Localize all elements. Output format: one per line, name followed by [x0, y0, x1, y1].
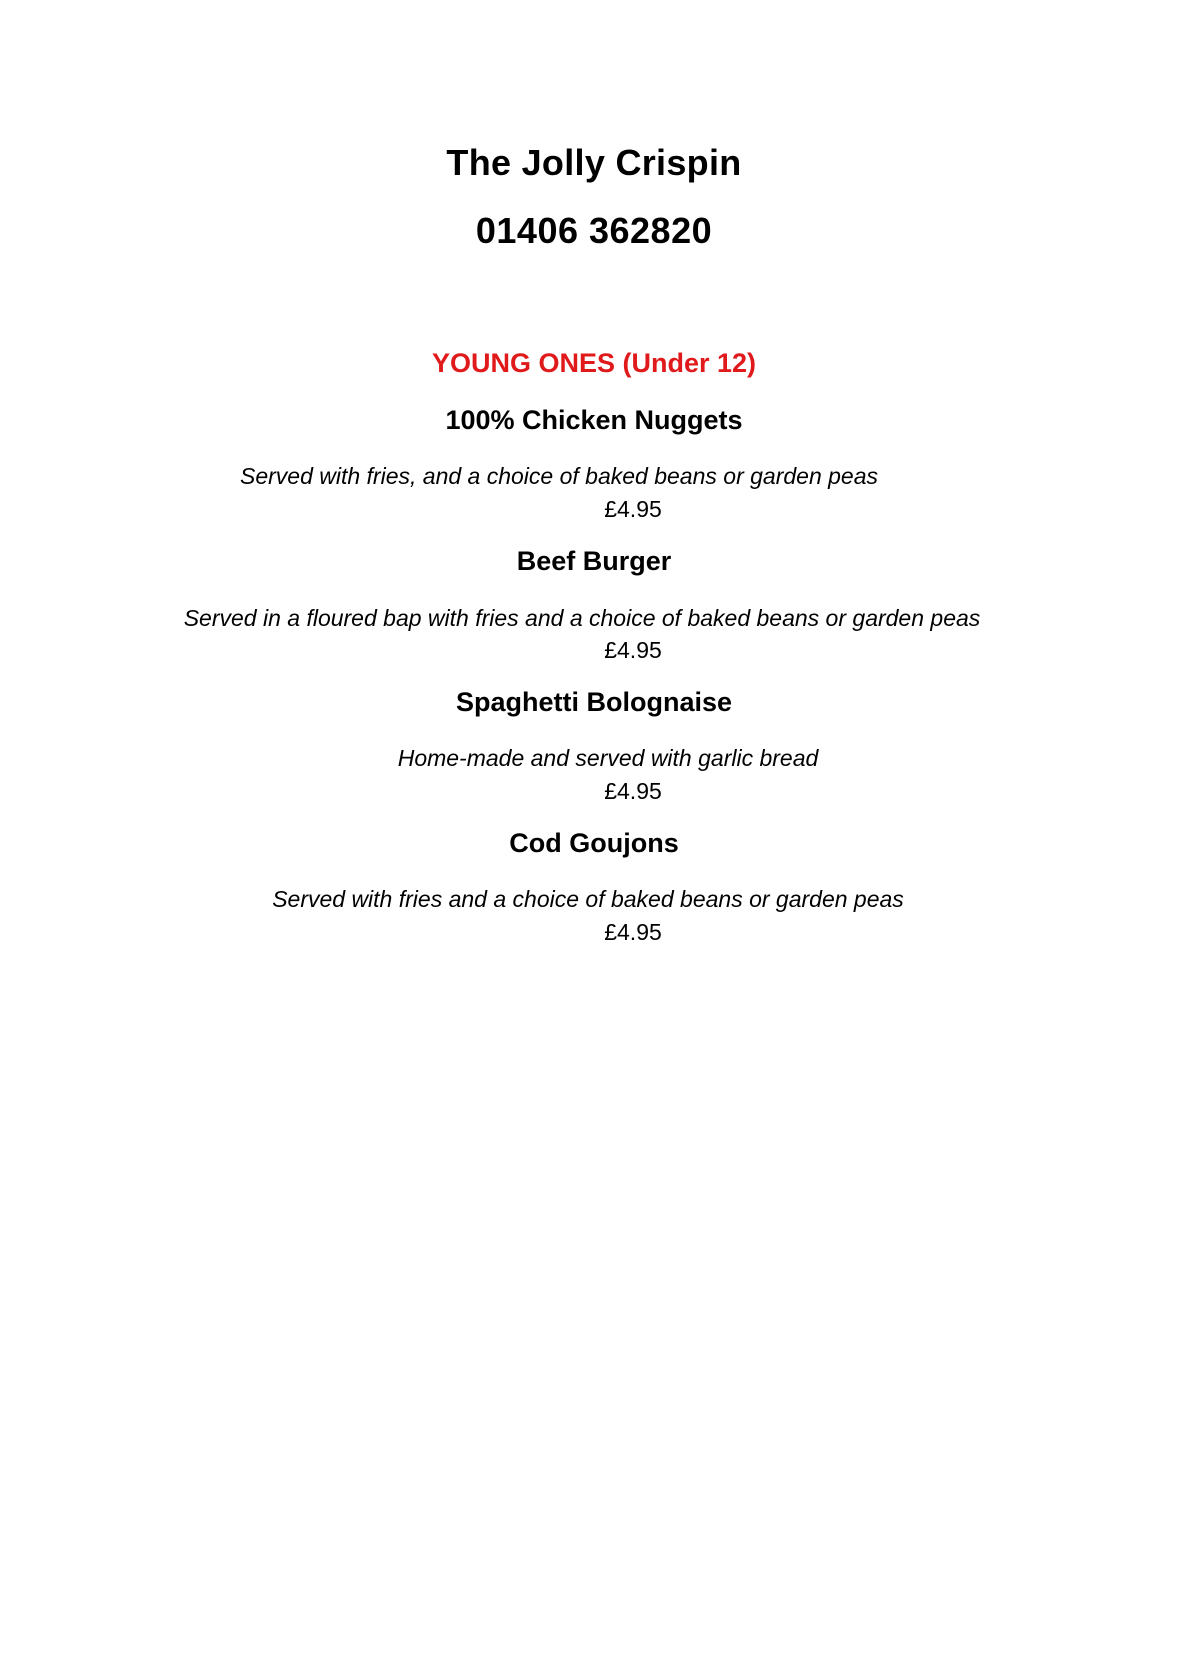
- item-price: £4.95: [604, 919, 662, 945]
- item-name: Spaghetti Bolognaise: [455, 687, 733, 717]
- item-price: £4.95: [604, 637, 662, 663]
- item-name: Beef Burger: [516, 546, 672, 576]
- item-description: Served with fries and a choice of baked beans or garden peas: [272, 886, 904, 912]
- item-name: 100% Chicken Nuggets: [445, 405, 743, 435]
- item-price: £4.95: [604, 496, 662, 522]
- venue-name: The Jolly Crispin: [446, 142, 742, 183]
- item-name: Cod Goujons: [509, 828, 679, 858]
- item-description: Served in a floured bap with fries and a choice of baked beans or garden peas: [183, 605, 981, 631]
- item-description: Served with fries, and a choice of baked beans or garden peas: [239, 463, 878, 489]
- venue-phone: 01406 362820: [475, 210, 713, 251]
- section-title: YOUNG ONES (Under 12): [431, 348, 757, 378]
- item-description: Home-made and served with garlic bread: [397, 745, 819, 771]
- item-price: £4.95: [604, 778, 662, 804]
